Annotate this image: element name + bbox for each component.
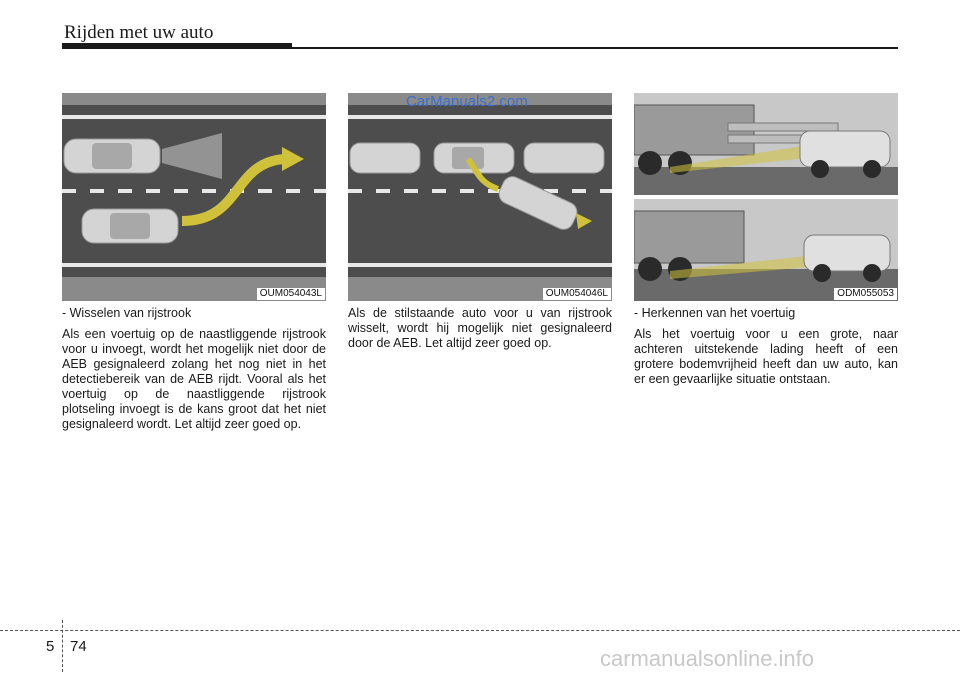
- bullet-heading: - Herkennen van het voertuig: [634, 306, 796, 320]
- figure-lane-change: [62, 93, 326, 301]
- page-number: 74: [70, 638, 87, 655]
- footer-divider: [62, 620, 63, 672]
- figure-code: OUM054043L: [257, 288, 325, 300]
- figure-code: OUM054046L: [543, 288, 611, 300]
- paragraph: Als het voertuig voor u een grote, naar achteren uitstekende lading heeft of een grotere bodemvrijheid heeft dan uw auto, kan er een gevaarlijke situatie ontstaan.: [634, 327, 898, 386]
- bullet-heading: - Wisselen van rijstrook: [62, 306, 192, 320]
- column-lane-change: [62, 306, 326, 432]
- column-vehicle-recognition: [634, 306, 898, 387]
- figure-code: ODM055053: [834, 288, 897, 300]
- watermark-site: carmanualsonline.info: [600, 646, 815, 671]
- figure-truck-recognition: [634, 93, 898, 301]
- watermark-carmanuals: CarManuals2.com: [406, 93, 528, 110]
- figure-stationary-car: [348, 93, 612, 301]
- section-number: 5: [46, 638, 55, 655]
- truck-recognition-illustration: [634, 93, 898, 301]
- paragraph: Als een voertuig op de naastliggende rijstrook voor u invoegt, wordt het mogelijk niet door de AEB gesignaleerd zolang het nog niet in het detectiebereik van de AEB rijdt. Vooral als het voertuig op de naastliggende rijstrook plotseling invoegt is de kans groot dat het niet gesignaleerd wordt. Let altijd zeer goed op.: [62, 327, 326, 431]
- stationary-car-illustration: [348, 93, 612, 301]
- lane-change-illustration: [62, 93, 326, 301]
- footer-rule: [0, 630, 960, 631]
- page-title: Rijden met uw auto: [64, 22, 214, 43]
- paragraph: Als de stilstaande auto voor u van rijstrook wisselt, wordt hij mogelijk niet gesignaleerd door de AEB. Let altijd zeer goed op.: [348, 306, 612, 350]
- column-stationary-car: [348, 306, 612, 351]
- header-rule: [62, 47, 898, 49]
